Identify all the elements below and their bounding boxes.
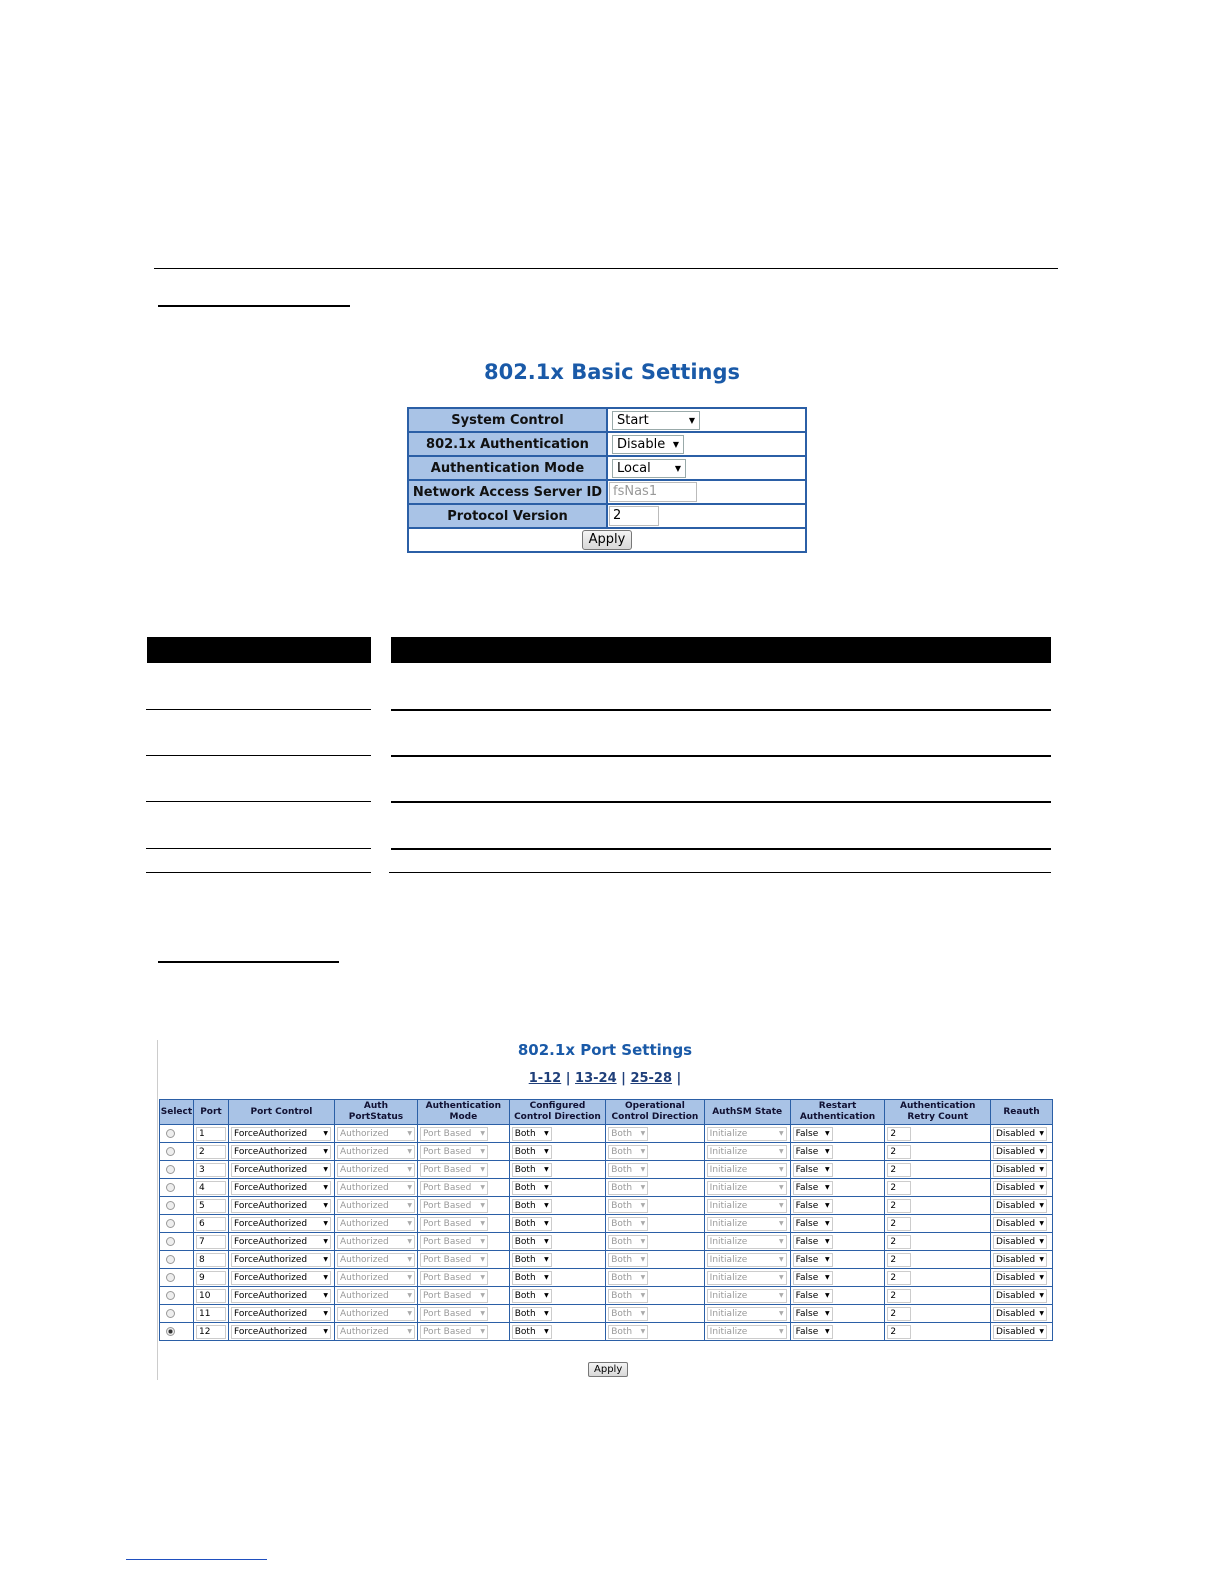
port-col-header	[193, 1100, 228, 1125]
reauth-select[interactable]: Disabled ▼	[993, 1325, 1047, 1339]
desc-rule	[391, 755, 1051, 757]
retry-count-input[interactable]: 2	[887, 1181, 911, 1195]
auth-status-select: Authorized ▼	[337, 1199, 415, 1213]
reauth-select[interactable]: Disabled ▼	[993, 1181, 1047, 1195]
port-number: 10	[196, 1289, 226, 1303]
select-radio[interactable]	[166, 1273, 175, 1282]
port-apply-button[interactable]: Apply	[588, 1362, 628, 1377]
port-col-header-text: Control Direction	[611, 1112, 699, 1122]
desc-rule	[146, 755, 371, 756]
auth-mode-select: Port Based ▼	[420, 1289, 488, 1303]
select-radio[interactable]	[166, 1165, 175, 1174]
cfg-direction-select[interactable]: Both ▼	[512, 1325, 552, 1339]
port-number: 2	[196, 1145, 226, 1159]
page-link-13-24[interactable]: 13-24	[575, 1071, 617, 1086]
desc-rule	[391, 848, 1051, 850]
auth-mode-select: Port Based ▼	[420, 1253, 488, 1267]
port-row	[160, 1269, 1053, 1287]
port-col-header-text: Operational	[625, 1101, 685, 1111]
op-direction-select: Both ▼	[608, 1145, 648, 1159]
restart-auth-select[interactable]: False ▼	[793, 1163, 833, 1177]
auth-mode-select: Port Based ▼	[420, 1217, 488, 1231]
basic-settings-table	[407, 407, 807, 553]
auth-status-select: Authorized ▼	[337, 1181, 415, 1195]
cfg-direction-select[interactable]: Both ▼	[512, 1271, 552, 1285]
authsm-state-select: Initialize ▼	[707, 1127, 787, 1141]
restart-auth-select[interactable]: False ▼	[793, 1199, 833, 1213]
op-direction-select: Both ▼	[608, 1163, 648, 1177]
retry-count-input[interactable]: 2	[887, 1163, 911, 1177]
port-control-select[interactable]: ForceAuthorized ▼	[231, 1217, 331, 1231]
port-col-header	[509, 1100, 605, 1125]
port-col-header	[334, 1100, 417, 1125]
auth-mode-select: Port Based ▼	[420, 1127, 488, 1141]
auth-mode-select: Port Based ▼	[420, 1307, 488, 1321]
top-rule	[154, 268, 1058, 269]
authsm-state-select: Initialize ▼	[707, 1145, 787, 1159]
nas-id-input: fsNas1	[609, 482, 697, 502]
port-row	[160, 1197, 1053, 1215]
op-direction-select: Both ▼	[608, 1217, 648, 1231]
cfg-direction-select[interactable]: Both ▼	[512, 1235, 552, 1249]
restart-auth-select[interactable]: False ▼	[793, 1307, 833, 1321]
op-direction-select: Both ▼	[608, 1127, 648, 1141]
auth-mode-select: Port Based ▼	[420, 1235, 488, 1249]
port-col-header	[228, 1100, 334, 1125]
port-row	[160, 1305, 1053, 1323]
desc-table-header-left	[147, 637, 371, 663]
authsm-state-select: Initialize ▼	[707, 1181, 787, 1195]
retry-count-input[interactable]: 2	[887, 1253, 911, 1267]
authsm-state-select: Initialize ▼	[707, 1271, 787, 1285]
select-radio[interactable]	[166, 1255, 175, 1264]
select-radio[interactable]	[166, 1129, 175, 1138]
auth-status-select: Authorized ▼	[337, 1163, 415, 1177]
authsm-state-select: Initialize ▼	[707, 1325, 787, 1339]
select-radio[interactable]	[166, 1309, 175, 1318]
auth-mode-select: Port Based ▼	[420, 1145, 488, 1159]
port-control-select[interactable]: ForceAuthorized ▼	[231, 1181, 331, 1195]
cfg-direction-select[interactable]: Both ▼	[512, 1127, 552, 1141]
desc-rule	[146, 872, 371, 873]
op-direction-select: Both ▼	[608, 1289, 648, 1303]
port-number: 1	[196, 1127, 226, 1141]
port-col-header	[790, 1100, 885, 1125]
port-control-select[interactable]: ForceAuthorized ▼	[231, 1163, 331, 1177]
system-control-label: System Control	[408, 408, 607, 432]
reauth-select[interactable]: Disabled ▼	[993, 1217, 1047, 1231]
port-number: 6	[196, 1217, 226, 1231]
authsm-state-select: Initialize ▼	[707, 1253, 787, 1267]
auth-status-select: Authorized ▼	[337, 1217, 415, 1231]
desc-rule	[146, 801, 371, 802]
page-link-1-12[interactable]: 1-12	[528, 1071, 562, 1086]
retry-count-input[interactable]: 2	[887, 1199, 911, 1213]
auth-status-select: Authorized ▼	[337, 1325, 415, 1339]
port-col-header	[704, 1100, 790, 1125]
desc-rule	[391, 801, 1051, 803]
restart-auth-select[interactable]: False ▼	[793, 1271, 833, 1285]
port-col-header-text: PortStatus	[348, 1112, 404, 1122]
restart-auth-select[interactable]: False ▼	[793, 1325, 833, 1339]
basic-apply-button[interactable]: Apply	[582, 530, 633, 550]
section-heading-underline	[158, 961, 339, 963]
port-control-select[interactable]: ForceAuthorized ▼	[231, 1271, 331, 1285]
select-radio[interactable]	[166, 1201, 175, 1210]
reauth-select[interactable]: Disabled ▼	[993, 1307, 1047, 1321]
port-number: 5	[196, 1199, 226, 1213]
port-control-select[interactable]: ForceAuthorized ▼	[231, 1127, 331, 1141]
port-col-header-text: Configured	[529, 1101, 586, 1111]
desc-table-header-right	[391, 637, 1051, 663]
cfg-direction-select[interactable]: Both ▼	[512, 1289, 552, 1303]
reauth-select[interactable]: Disabled ▼	[993, 1145, 1047, 1159]
port-settings-title: 802.1x Port Settings	[517, 1041, 693, 1059]
port-row	[160, 1125, 1053, 1143]
port-col-header	[606, 1100, 704, 1125]
port-control-select[interactable]: ForceAuthorized ▼	[231, 1325, 331, 1339]
retry-count-input[interactable]: 2	[887, 1325, 911, 1339]
authsm-state-select: Initialize ▼	[707, 1217, 787, 1231]
select-radio[interactable]	[166, 1219, 175, 1228]
section-heading-underline	[158, 305, 350, 307]
port-number: 9	[196, 1271, 226, 1285]
page-link-25-28[interactable]: 25-28	[630, 1071, 673, 1086]
authsm-state-select: Initialize ▼	[707, 1289, 787, 1303]
cfg-direction-select[interactable]: Both ▼	[512, 1181, 552, 1195]
port-col-header-text: Port Control	[250, 1106, 313, 1117]
op-direction-select: Both ▼	[608, 1181, 648, 1195]
retry-count-input[interactable]: 2	[887, 1271, 911, 1285]
op-direction-select: Both ▼	[608, 1325, 648, 1339]
port-col-header-text: Retry Count	[907, 1112, 969, 1122]
cfg-direction-select[interactable]: Both ▼	[512, 1307, 552, 1321]
port-col-header	[990, 1100, 1052, 1125]
port-number: 3	[196, 1163, 226, 1177]
reauth-select[interactable]: Disabled ▼	[993, 1253, 1047, 1267]
port-col-header-text: Reauth	[1003, 1106, 1040, 1117]
port-control-select[interactable]: ForceAuthorized ▼	[231, 1235, 331, 1249]
desc-rule	[146, 848, 371, 849]
restart-auth-select[interactable]: False ▼	[793, 1181, 833, 1195]
desc-rule	[146, 709, 371, 710]
port-row	[160, 1323, 1053, 1341]
reauth-select[interactable]: Disabled ▼	[993, 1271, 1047, 1285]
cfg-direction-select[interactable]: Both ▼	[512, 1145, 552, 1159]
reauth-select[interactable]: Disabled ▼	[993, 1289, 1047, 1303]
authsm-state-select: Initialize ▼	[707, 1199, 787, 1213]
port-col-header-text: Authentication	[799, 1112, 876, 1122]
reauth-select[interactable]: Disabled ▼	[993, 1199, 1047, 1213]
op-direction-select: Both ▼	[608, 1307, 648, 1321]
op-direction-select: Both ▼	[608, 1199, 648, 1213]
footer-link-underline	[126, 1559, 267, 1560]
reauth-select[interactable]: Disabled ▼	[993, 1235, 1047, 1249]
port-control-select[interactable]: ForceAuthorized ▼	[231, 1253, 331, 1267]
select-radio[interactable]	[166, 1183, 175, 1192]
port-col-header	[417, 1100, 509, 1125]
op-direction-select: Both ▼	[608, 1235, 648, 1249]
authentication-select[interactable]: Disable ▼	[612, 435, 684, 454]
cfg-direction-select[interactable]: Both ▼	[512, 1253, 552, 1267]
retry-count-input[interactable]: 2	[887, 1289, 911, 1303]
cfg-direction-select[interactable]: Both ▼	[512, 1163, 552, 1177]
auth-mode-select[interactable]: Local ▼	[612, 459, 686, 478]
desc-rule	[389, 872, 1051, 873]
auth-status-select: Authorized ▼	[337, 1307, 415, 1321]
frame-edge	[157, 1040, 158, 1380]
port-row	[160, 1251, 1053, 1269]
retry-count-input[interactable]: 2	[887, 1307, 911, 1321]
auth-mode-select: Port Based ▼	[420, 1163, 488, 1177]
select-radio[interactable]	[166, 1237, 175, 1246]
auth-status-select: Authorized ▼	[337, 1271, 415, 1285]
auth-status-select: Authorized ▼	[337, 1253, 415, 1267]
port-row	[160, 1161, 1053, 1179]
auth-mode-select: Port Based ▼	[420, 1271, 488, 1285]
port-col-header	[160, 1100, 194, 1125]
retry-count-input[interactable]: 2	[887, 1217, 911, 1231]
select-radio[interactable]	[166, 1147, 175, 1156]
port-pager	[0, 1071, 1210, 1086]
port-row	[160, 1233, 1053, 1251]
port-control-select[interactable]: ForceAuthorized ▼	[231, 1307, 331, 1321]
port-control-select[interactable]: ForceAuthorized ▼	[231, 1199, 331, 1213]
pager-sep: |	[565, 1071, 571, 1086]
auth-mode-label: Authentication Mode	[408, 456, 607, 480]
authsm-state-select: Initialize ▼	[707, 1235, 787, 1249]
pager-sep: |	[676, 1071, 682, 1086]
restart-auth-select[interactable]: False ▼	[793, 1289, 833, 1303]
port-col-header-text: Control Direction	[514, 1112, 601, 1122]
authentication-label: 802.1x Authentication	[408, 432, 607, 456]
auth-mode-select: Port Based ▼	[420, 1181, 488, 1195]
port-col-header-text: Select	[160, 1106, 193, 1117]
auth-mode-select: Port Based ▼	[420, 1199, 488, 1213]
port-row	[160, 1287, 1053, 1305]
restart-auth-select[interactable]: False ▼	[793, 1145, 833, 1159]
restart-auth-select[interactable]: False ▼	[793, 1253, 833, 1267]
select-radio[interactable]	[166, 1291, 175, 1300]
op-direction-select: Both ▼	[608, 1271, 648, 1285]
restart-auth-select[interactable]: False ▼	[793, 1235, 833, 1249]
auth-status-select: Authorized ▼	[337, 1289, 415, 1303]
port-row	[160, 1143, 1053, 1161]
port-col-header-text: Port	[200, 1106, 222, 1117]
restart-auth-select[interactable]: False ▼	[793, 1127, 833, 1141]
port-number: 4	[196, 1181, 226, 1195]
port-col-header-text: AuthSM State	[712, 1106, 783, 1117]
auth-status-select: Authorized ▼	[337, 1127, 415, 1141]
cfg-direction-select[interactable]: Both ▼	[512, 1199, 552, 1213]
port-number: 8	[196, 1253, 226, 1267]
port-col-header-text: Authentication	[900, 1101, 976, 1111]
authsm-state-select: Initialize ▼	[707, 1307, 787, 1321]
port-settings-table	[159, 1099, 1053, 1341]
authsm-state-select: Initialize ▼	[707, 1163, 787, 1177]
port-number: 11	[196, 1307, 226, 1321]
cfg-direction-select[interactable]: Both ▼	[512, 1217, 552, 1231]
port-col-header-text: Auth	[363, 1101, 388, 1111]
nas-id-label: Network Access Server ID	[408, 480, 607, 504]
auth-status-select: Authorized ▼	[337, 1235, 415, 1249]
port-col-header-text: Mode	[449, 1112, 478, 1122]
port-number: 7	[196, 1235, 226, 1249]
port-control-select[interactable]: ForceAuthorized ▼	[231, 1289, 331, 1303]
reauth-select[interactable]: Disabled ▼	[993, 1163, 1047, 1177]
port-number: 12	[196, 1325, 226, 1339]
port-col-header-text: Restart	[818, 1101, 857, 1111]
protocol-version-input[interactable]: 2	[609, 506, 659, 526]
protocol-version-label: Protocol Version	[408, 504, 607, 528]
auth-status-select: Authorized ▼	[337, 1145, 415, 1159]
port-col-header-text: Authentication	[425, 1101, 502, 1111]
retry-count-input[interactable]: 2	[887, 1127, 911, 1141]
restart-auth-select[interactable]: False ▼	[793, 1217, 833, 1231]
pager-sep: |	[621, 1071, 626, 1086]
retry-count-input[interactable]: 2	[887, 1145, 911, 1159]
basic-settings-title: 802.1x Basic Settings	[483, 360, 741, 384]
port-col-header	[885, 1100, 991, 1125]
select-radio[interactable]	[166, 1327, 175, 1336]
auth-mode-select: Port Based ▼	[420, 1325, 488, 1339]
desc-rule	[391, 709, 1051, 711]
op-direction-select: Both ▼	[608, 1253, 648, 1267]
port-row	[160, 1215, 1053, 1233]
port-control-select[interactable]: ForceAuthorized ▼	[231, 1145, 331, 1159]
port-row	[160, 1179, 1053, 1197]
reauth-select[interactable]: Disabled ▼	[993, 1127, 1047, 1141]
retry-count-input[interactable]: 2	[887, 1235, 911, 1249]
system-control-select[interactable]: Start ▼	[612, 411, 700, 430]
